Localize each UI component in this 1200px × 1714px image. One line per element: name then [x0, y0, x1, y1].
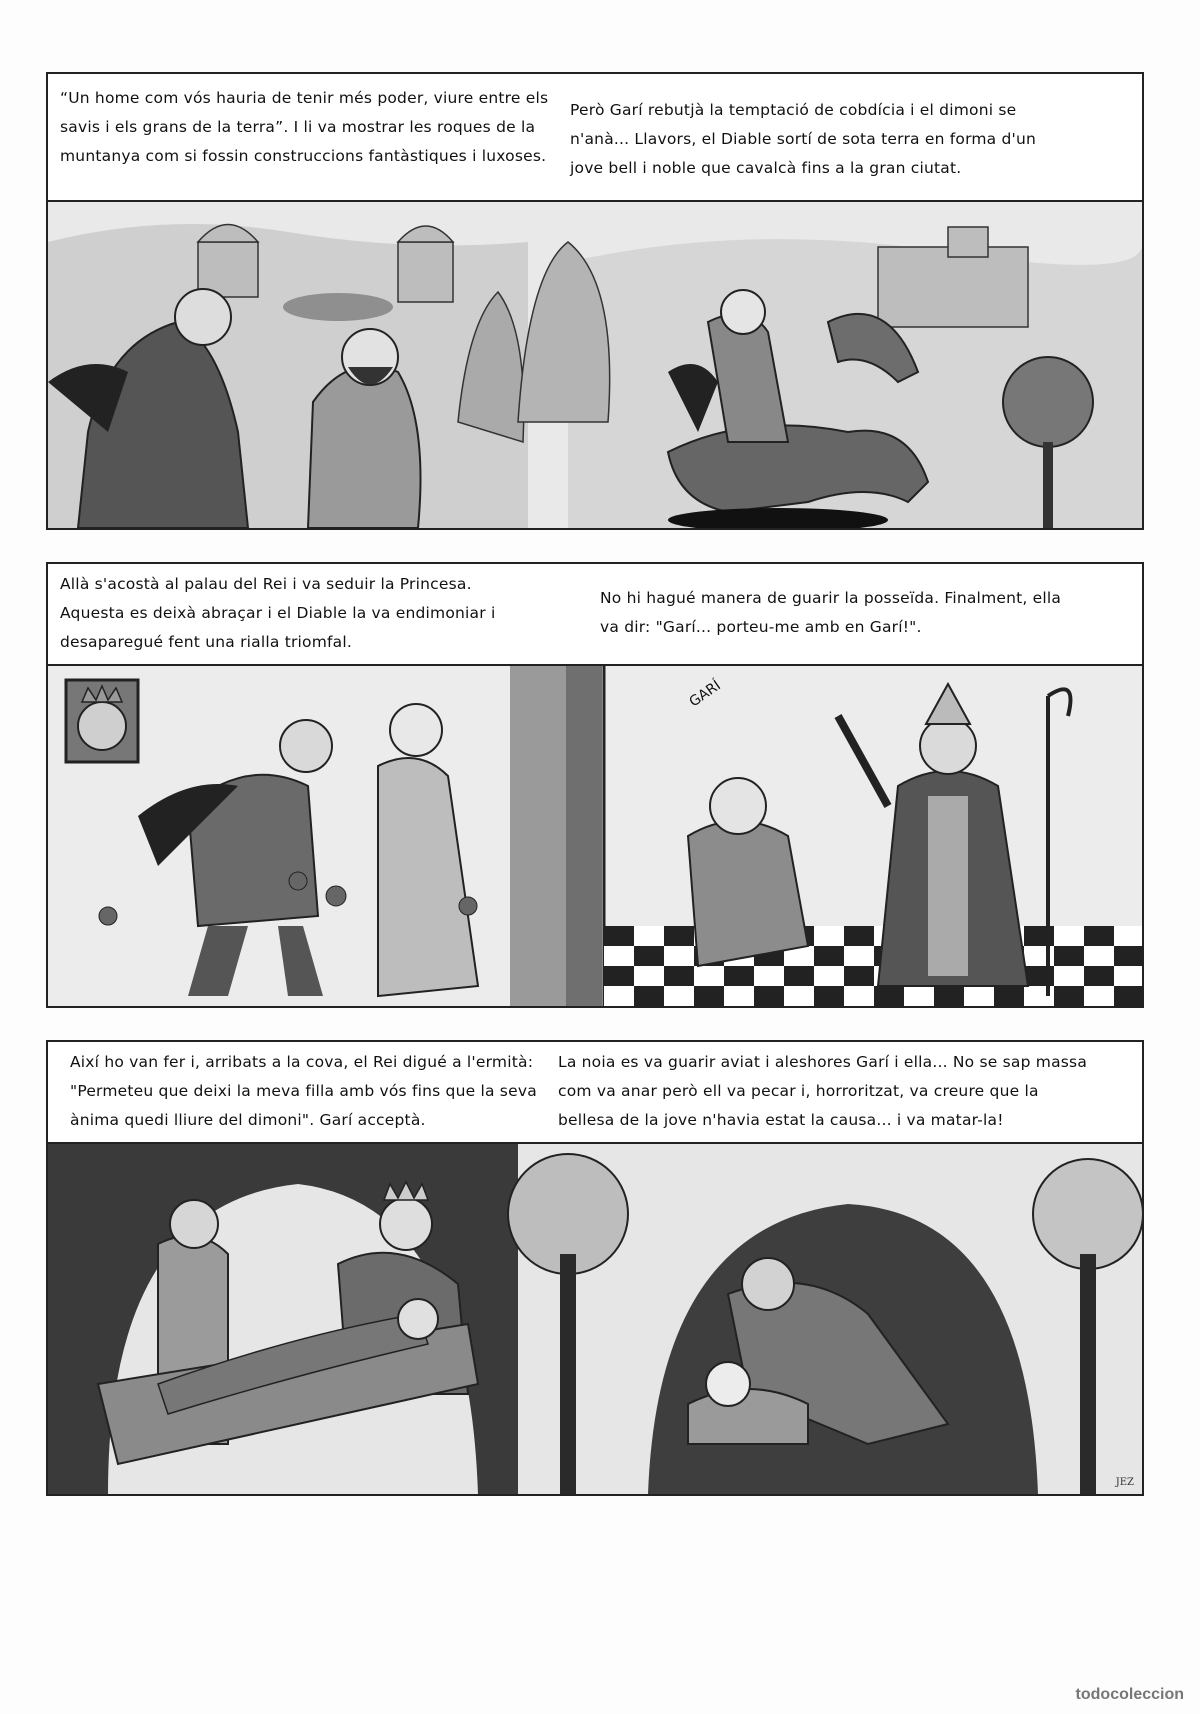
comic-strip-3 [46, 1040, 1144, 1496]
comic-strip-2 [46, 562, 1144, 1008]
panel-seduction-and-exorcism [48, 666, 1142, 1006]
caption-1a: “Un home com vós hauria de tenir més poder, viure entre els savis i els grans de la terra”. I li va mostrar les roques de la muntanya com si fossin construccions fantàstiques i luxoses. [60, 89, 549, 165]
caption-2b: No hi hagué manera de guarir la posseïda. Finalment, ella va dir: "Garí... porteu-me amb en Garí!". [600, 589, 1062, 636]
caption-row-2 [48, 564, 1142, 666]
caption-2a: Allà s'acostà al palau del Rei i va seduir la Princesa. Aquesta es deixà abraçar i el Diable la va endimoniar i desaparegué fent una rialla triomfal. [60, 575, 496, 651]
caption-3a: Així ho van fer i, arribats a la cova, el Rei digué a l'ermità: "Permeteu que deixi la meva filla amb vós fins que la seva ànima quedi lliure del dimoni". Garí acceptà. [70, 1053, 537, 1129]
comic-strip-1 [46, 72, 1144, 530]
watermark: todocoleccion [1075, 1686, 1184, 1703]
speech-gari: GARÍ [686, 677, 724, 711]
panel-temptation-and-rider [48, 202, 1142, 528]
panel-cave-and-tragedy [48, 1144, 1142, 1494]
artist-signature: JEZ [1115, 1477, 1134, 1488]
caption-row-1 [48, 74, 1142, 202]
caption-3b: La noia es va guarir aviat i aleshores Garí i ella... No se sap massa com va anar però ell va pecar i, horroritzat, va creure que la bellesa de la jove n'havia estat la causa... i va matar-la! [558, 1053, 1088, 1129]
caption-1b: Però Garí rebutjà la temptació de cobdícia i el dimoni se n'anà... Llavors, el Diable sortí de sota terra en forma d'un jove bell i noble que cavalcà fins a la gran ciutat. [570, 101, 1037, 177]
caption-row-3 [48, 1042, 1142, 1144]
